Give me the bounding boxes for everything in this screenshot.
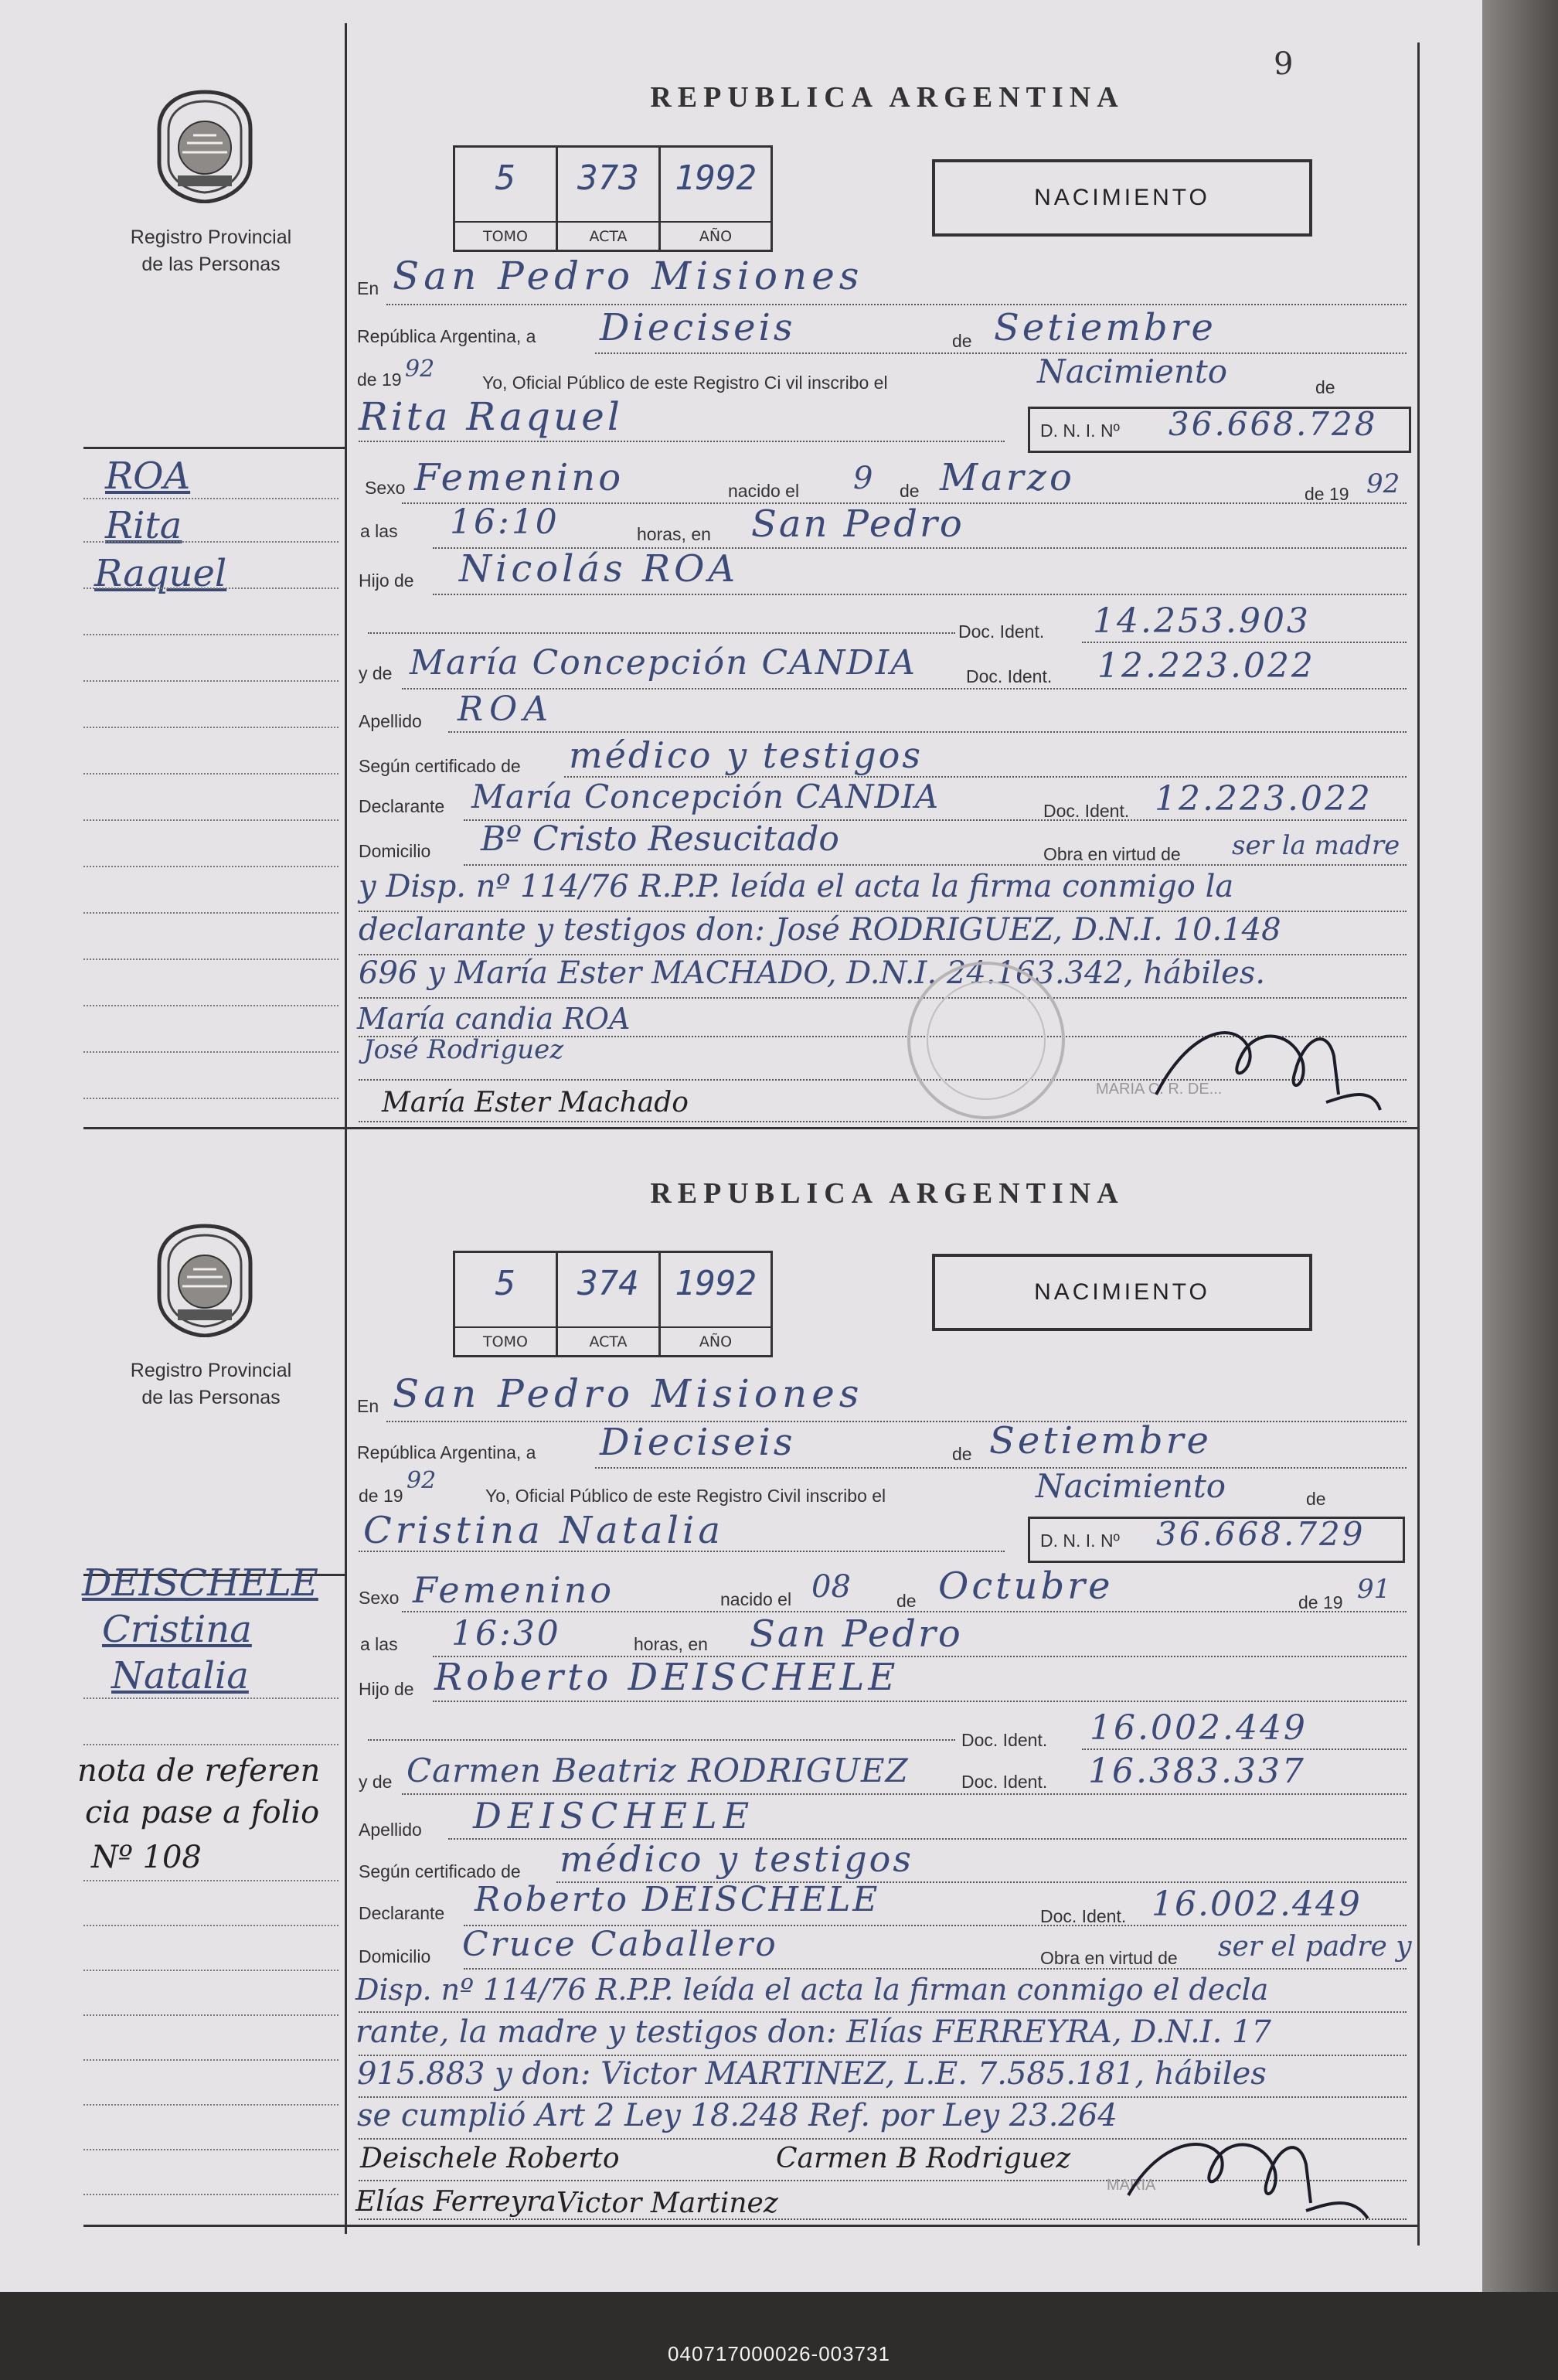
nacido-label: nacido el — [728, 481, 800, 501]
place-value: San Pedro Misiones — [393, 1371, 864, 1416]
de-label: de — [952, 331, 972, 351]
registry-name — [83, 224, 338, 278]
dni-value: 36.668.728 — [1168, 405, 1378, 443]
margin-note-line2: cia pase a folio — [85, 1795, 320, 1830]
act-type-value: Nacimiento — [1037, 352, 1228, 390]
acta-value: 374 — [577, 1264, 639, 1303]
yde-label: y de — [359, 663, 393, 683]
margin-surname: ROA — [105, 455, 191, 498]
father-name: Roberto DEISCHELE — [434, 1656, 900, 1699]
domicilio-value: Bº Cristo Resucitado — [481, 819, 839, 859]
acta-label: ACTA — [589, 1333, 628, 1350]
declarante-doc-label: Doc. Ident. — [1043, 801, 1130, 821]
margin-second-name: Natalia — [111, 1654, 249, 1697]
obra-label: Obra en virtud de — [1040, 1948, 1178, 1968]
dni-label: D. N. I. Nº — [1040, 421, 1120, 441]
tomo-value: 5 — [495, 158, 516, 198]
official-stamp-icon — [901, 955, 1071, 1125]
en-label: En — [357, 278, 379, 298]
father-doc: 16.002.449 — [1090, 1708, 1308, 1748]
declarante-label: Declarante — [359, 1903, 445, 1923]
acta-cell — [558, 1253, 661, 1355]
tomo-cell — [455, 1253, 558, 1355]
signature-witness-1: José Rodriguez — [363, 1034, 564, 1065]
de-label: de — [952, 1444, 972, 1464]
domicilio-label: Domicilio — [359, 1946, 431, 1966]
alas-label: a las — [360, 521, 398, 541]
tomo-value: 5 — [495, 1264, 516, 1303]
father-doc-label: Doc. Ident. — [961, 1730, 1048, 1750]
tomo-acta-ano-box — [453, 145, 773, 252]
nacido-label: nacido el — [720, 1589, 792, 1609]
sexo-label: Sexo — [365, 478, 406, 498]
ano-cell — [661, 1253, 770, 1355]
margin-surname: DEISCHELE — [82, 1561, 318, 1605]
year-prefix-label: de 19 — [359, 1486, 403, 1506]
signature-father: Deischele Roberto — [360, 2143, 620, 2174]
birth-year-prefix: de 19 — [1298, 1592, 1343, 1612]
horas-label: horas, en — [637, 524, 711, 544]
signature-mother: Carmen B Rodriguez — [776, 2143, 1071, 2174]
domicilio-label: Domicilio — [359, 841, 431, 861]
day-value: Dieciseis — [600, 1421, 796, 1464]
book-spine — [1482, 0, 1558, 2292]
mother-doc-label: Doc. Ident. — [961, 1772, 1048, 1792]
oficial-text: Yo, Oficial Público de este Registro Ci vil inscribo el — [482, 373, 888, 393]
person-name: Cristina Natalia — [363, 1509, 724, 1552]
place-value: San Pedro Misiones — [393, 254, 864, 298]
declarante-value: María Concepción CANDIA — [471, 778, 940, 815]
dni-label: D. N. I. Nº — [1040, 1530, 1120, 1551]
declarante-label: Declarante — [359, 796, 445, 816]
birth-de-label: de — [896, 1591, 917, 1611]
entry-separator — [83, 1127, 1417, 1129]
tomo-label: TOMO — [483, 228, 528, 245]
obra-label: Obra en virtud de — [1043, 844, 1181, 864]
acta-value: 373 — [577, 158, 639, 198]
ano-value: 1992 — [675, 1264, 757, 1303]
de-label-2: de — [1306, 1489, 1326, 1509]
birth-month: Octubre — [938, 1565, 1114, 1608]
act-type-value: Nacimiento — [1036, 1467, 1226, 1505]
certificado-value: médico y testigos — [569, 734, 923, 776]
father-doc: 14.253.903 — [1093, 601, 1311, 641]
signature-witness-1: Elías Ferreyra — [355, 2186, 556, 2218]
republica-label: República Argentina, a — [357, 1442, 536, 1462]
en-label: En — [357, 1396, 379, 1416]
sexo-label: Sexo — [359, 1588, 400, 1608]
year-prefix-label: de 19 — [357, 369, 402, 390]
yde-label: y de — [359, 1772, 393, 1792]
caption-bar — [0, 2292, 1558, 2380]
ano-label: AÑO — [699, 228, 733, 245]
birth-year-prefix: de 19 — [1305, 484, 1349, 504]
birth-de-label: de — [900, 481, 920, 501]
declarante-doc: 12.223.022 — [1155, 779, 1373, 819]
certificado-value: médico y testigos — [560, 1838, 913, 1880]
mother-name: María Concepción CANDIA — [410, 643, 917, 683]
stamp-text: MARIA C. R. DE... — [1096, 1081, 1223, 1098]
sexo-value: Femenino — [413, 1569, 615, 1611]
declarante-doc: 16.002.449 — [1151, 1885, 1362, 1924]
month-value: Setiembre — [989, 1419, 1212, 1462]
entry-header: REPUBLICA ARGENTINA — [650, 81, 1124, 114]
registry-name-line1: Registro Provincial — [130, 226, 292, 248]
person-name: Rita Raquel — [359, 394, 623, 439]
registry-name-line2: de las Personas — [141, 254, 281, 275]
body-line-3: 915.883 y don: Victor MARTINEZ, L.E. 7.585.181, hábiles — [357, 2056, 1267, 2092]
ano-cell — [661, 148, 770, 250]
signature-witness-2: Victor Martinez — [556, 2188, 778, 2219]
republica-label: República Argentina, a — [357, 326, 536, 346]
margin-second-name: Raquel — [94, 552, 227, 595]
mother-doc: 12.223.022 — [1097, 646, 1315, 686]
father-doc-label: Doc. Ident. — [958, 621, 1045, 642]
registry-name-line2: de las Personas — [141, 1387, 281, 1408]
acta-label: ACTA — [589, 228, 628, 245]
apellido-label: Apellido — [359, 1820, 422, 1840]
birth-day: 9 — [853, 461, 873, 496]
apellido-label: Apellido — [359, 711, 422, 731]
de-label-2: de — [1315, 377, 1335, 397]
official-signature-icon — [1113, 2118, 1376, 2234]
margin-note-line3: Nº 108 — [91, 1840, 202, 1875]
birth-day: 08 — [811, 1569, 851, 1605]
official-signature-icon — [1141, 1002, 1388, 1125]
birth-month: Marzo — [940, 456, 1075, 499]
margin-first-name: Cristina — [102, 1608, 252, 1651]
mother-doc: 16.383.337 — [1088, 1752, 1306, 1791]
page-number: 9 — [1274, 46, 1294, 82]
body-line-1: Disp. nº 114/76 R.P.P. leída el acta la firman conmigo el decla — [355, 1973, 1269, 2007]
dni-value: 36.668.729 — [1156, 1515, 1366, 1553]
sexo-value: Femenino — [414, 456, 624, 499]
mother-doc-label: Doc. Ident. — [966, 666, 1053, 686]
father-name: Nicolás ROA — [459, 547, 740, 591]
hijo-label: Hijo de — [359, 570, 414, 591]
apellido-value: ROA — [458, 689, 554, 729]
oficial-text: Yo, Oficial Público de este Registro Civil inscribo el — [485, 1486, 886, 1506]
birth-year: 92 — [1366, 468, 1400, 499]
segun-label: Según certificado de — [359, 756, 521, 776]
margin-note-line1: nota de referen — [77, 1753, 321, 1789]
tomo-label: TOMO — [483, 1333, 528, 1350]
domicilio-value: Cruce Caballero — [462, 1925, 778, 1964]
image-caption: 040717000026-003731 — [668, 2342, 890, 2365]
provincial-seal-icon — [155, 1223, 255, 1337]
birth-year: 91 — [1357, 1574, 1391, 1605]
month-value: Setiembre — [994, 306, 1216, 349]
obra-value: ser el padre y — [1218, 1931, 1412, 1963]
body-line-3: 696 y María Ester MACHADO, D.N.I. 24.163.342, hábiles. — [359, 955, 1266, 991]
body-line-2: declarante y testigos don: José RODRIGUEZ, D.N.I. 10.148 — [359, 912, 1281, 948]
record-type-box: NACIMIENTO — [932, 159, 1312, 237]
entry-header: REPUBLICA ARGENTINA — [650, 1177, 1124, 1210]
margin-top-rule — [83, 447, 345, 449]
declarante-doc-label: Doc. Ident. — [1040, 1906, 1127, 1926]
segun-label: Según certificado de — [359, 1861, 521, 1881]
hijo-label: Hijo de — [359, 1679, 414, 1699]
ano-label: AÑO — [699, 1333, 733, 1350]
tomo-cell — [455, 148, 558, 250]
declarante-value: Roberto DEISCHELE — [475, 1880, 880, 1919]
margin-first-name: Rita — [105, 504, 182, 547]
horas-label: horas, en — [634, 1634, 708, 1654]
stamp-text: MARIA — [1107, 2177, 1156, 2194]
birth-place: San Pedro — [750, 1612, 963, 1656]
tomo-acta-ano-box — [453, 1251, 773, 1357]
provincial-seal-icon — [155, 89, 255, 203]
body-line-2: rante, la madre y testigos don: Elías FERREYRA, D.N.I. 17 — [355, 2014, 1271, 2050]
year-suffix: 92 — [407, 1467, 437, 1494]
registry-name — [83, 1357, 338, 1411]
body-line-1: y Disp. nº 114/76 R.P.P. leída el acta la firma conmigo la — [359, 869, 1234, 904]
ano-value: 1992 — [675, 158, 757, 198]
right-border — [1417, 43, 1420, 2246]
birth-place: San Pedro — [751, 502, 964, 546]
signature-witness-2: María Ester Machado — [382, 1087, 689, 1118]
alas-label: a las — [360, 1634, 398, 1654]
apellido-value: DEISCHELE — [473, 1795, 756, 1837]
acta-cell — [558, 148, 661, 250]
year-suffix: 92 — [405, 356, 435, 383]
day-value: Dieciseis — [600, 306, 796, 349]
mother-name: Carmen Beatriz RODRIGUEZ — [407, 1752, 909, 1789]
body-line-4: se cumplió Art 2 Ley 18.248 Ref. por Ley 23.264 — [357, 2098, 1117, 2133]
hora-value: 16:30 — [451, 1614, 561, 1653]
obra-value: ser la madre — [1232, 830, 1400, 861]
hora-value: 16:10 — [450, 502, 560, 542]
record-type-box: NACIMIENTO — [932, 1254, 1312, 1331]
signature-mother: María candia ROA — [357, 1002, 631, 1036]
registry-name-line1: Registro Provincial — [130, 1360, 292, 1381]
